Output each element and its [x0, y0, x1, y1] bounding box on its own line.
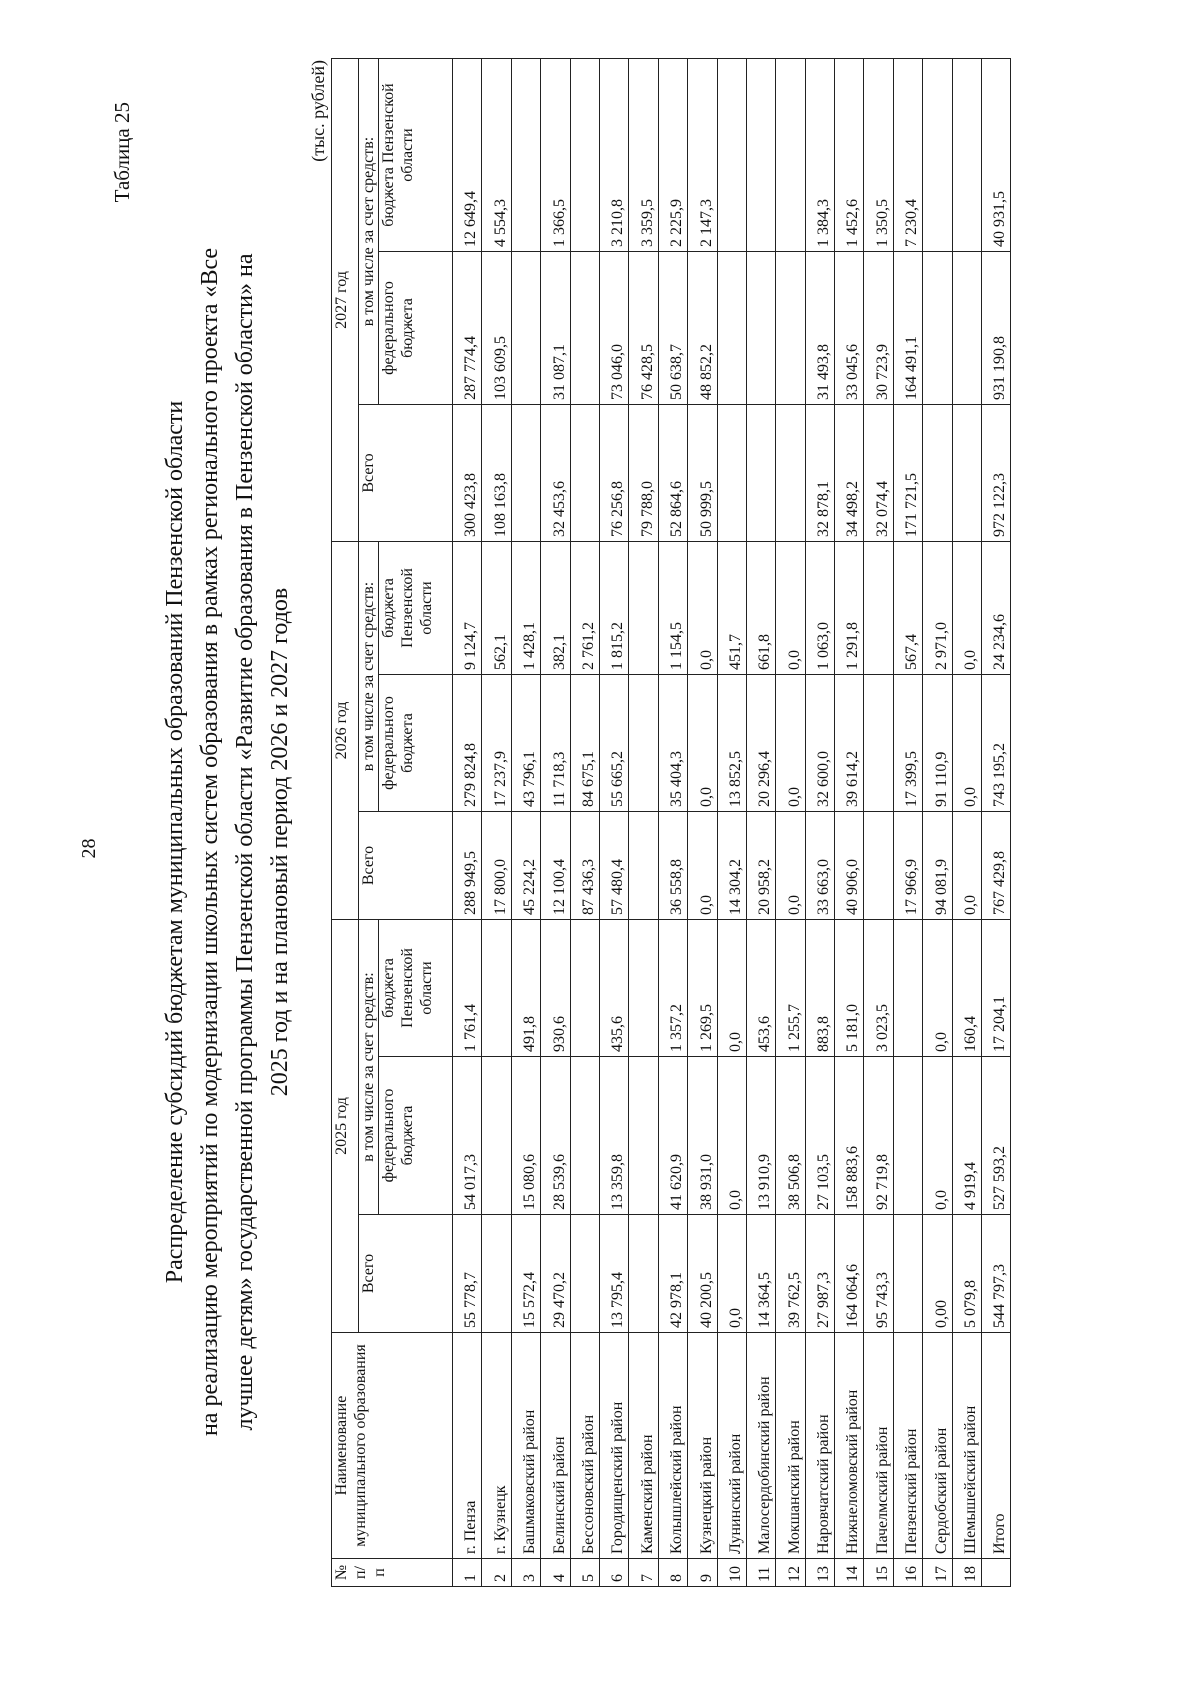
row-number: 7 — [629, 1559, 658, 1587]
value-cell: 24 234,6 — [982, 542, 1011, 675]
value-cell: 0,0 — [688, 542, 717, 675]
value-cell: 0,0 — [776, 812, 805, 920]
value-cell: 567,4 — [893, 542, 922, 675]
row-number: 9 — [688, 1559, 717, 1587]
value-cell: 73 046,0 — [599, 252, 628, 405]
value-cell: 55 778,7 — [453, 1215, 482, 1333]
municipality-name: Кузнецкий район — [688, 1333, 717, 1559]
value-cell: 158 883,6 — [835, 1057, 864, 1215]
table-row — [893, 59, 922, 1587]
value-cell — [482, 1057, 511, 1215]
value-cell — [746, 252, 775, 405]
value-cell: 29 470,2 — [541, 1215, 570, 1333]
table-row — [453, 59, 482, 1587]
value-cell — [923, 252, 952, 405]
value-cell: 17 237,9 — [482, 675, 511, 812]
municipality-name: Итого — [982, 1333, 1011, 1559]
title-line: лучшее детям» государственной программы Пензенской области «Развитие образования в Пензенской области» на — [232, 253, 258, 1431]
row-number: 2 — [482, 1559, 511, 1587]
value-cell: 3 023,5 — [864, 920, 893, 1057]
value-cell: 453,6 — [746, 920, 775, 1057]
value-cell: 5 079,8 — [952, 1215, 981, 1333]
value-cell — [952, 252, 981, 405]
municipality-name: Пензенский район — [893, 1333, 922, 1559]
value-cell: 0,0 — [952, 542, 981, 675]
value-cell: 34 498,2 — [835, 405, 864, 542]
table-row — [599, 59, 628, 1587]
total-row — [982, 59, 1011, 1587]
value-cell: 0,0 — [923, 920, 952, 1057]
value-cell: 0,0 — [923, 1057, 952, 1215]
value-cell: 32 074,4 — [864, 405, 893, 542]
municipality-name: Башмаковский район — [511, 1333, 540, 1559]
value-cell: 92 719,8 — [864, 1057, 893, 1215]
value-cell: 0,0 — [717, 920, 746, 1057]
value-cell: 1 154,5 — [658, 542, 687, 675]
table-row — [482, 59, 511, 1587]
value-cell: 451,7 — [717, 542, 746, 675]
municipality-name: Колышлейский район — [658, 1333, 687, 1559]
value-cell: 931 190,8 — [982, 252, 1011, 405]
value-cell: 50 638,7 — [658, 252, 687, 405]
row-number: 1 — [453, 1559, 482, 1587]
header-total: Всего — [359, 812, 453, 920]
value-cell — [511, 252, 540, 405]
value-cell — [923, 405, 952, 542]
row-number — [982, 1559, 1011, 1587]
value-cell: 0,0 — [952, 675, 981, 812]
value-cell: 40 906,0 — [835, 812, 864, 920]
value-cell: 1 063,0 — [805, 542, 834, 675]
value-cell: 14 364,5 — [746, 1215, 775, 1333]
value-cell — [776, 252, 805, 405]
header-total: Всего — [359, 1215, 453, 1333]
value-cell — [629, 675, 658, 812]
value-cell: 32 878,1 — [805, 405, 834, 542]
table-row — [629, 59, 658, 1587]
value-cell: 11 718,3 — [541, 675, 570, 812]
value-cell: 300 423,8 — [453, 405, 482, 542]
value-cell — [482, 1215, 511, 1333]
table-row — [746, 59, 775, 1587]
value-cell — [511, 405, 540, 542]
row-number: 15 — [864, 1559, 893, 1587]
value-cell: 883,8 — [805, 920, 834, 1057]
table-row — [805, 59, 834, 1587]
header-regional: бюджета Пензенской области — [379, 59, 453, 252]
municipality-name: Бессоновский район — [570, 1333, 599, 1559]
value-cell: 2 147,3 — [688, 59, 717, 252]
value-cell: 41 620,9 — [658, 1057, 687, 1215]
value-cell: 15 080,6 — [511, 1057, 540, 1215]
value-cell — [570, 1215, 599, 1333]
value-cell: 164 491,1 — [893, 252, 922, 405]
value-cell: 661,8 — [746, 542, 775, 675]
municipality-name: г. Кузнецк — [482, 1333, 511, 1559]
value-cell: 1 761,4 — [453, 920, 482, 1057]
municipality-name: Городищенский район — [599, 1333, 628, 1559]
table-row — [688, 59, 717, 1587]
municipality-name: Белинский район — [541, 1333, 570, 1559]
value-cell: 33 045,6 — [835, 252, 864, 405]
header-including: в том числе за счет средств: — [359, 59, 379, 405]
value-cell: 17 399,5 — [893, 675, 922, 812]
header-federal: федерального бюджета — [379, 675, 453, 812]
value-cell: 15 572,4 — [511, 1215, 540, 1333]
value-cell: 0,0 — [688, 812, 717, 920]
value-cell: 1 269,5 — [688, 920, 717, 1057]
value-cell: 52 864,6 — [658, 405, 687, 542]
value-cell: 20 958,2 — [746, 812, 775, 920]
value-cell: 279 824,8 — [453, 675, 482, 812]
value-cell: 17 800,0 — [482, 812, 511, 920]
header-num: № п/п — [332, 1559, 453, 1587]
value-cell — [746, 59, 775, 252]
units-label: (тыс. рублей) — [308, 60, 328, 162]
value-cell: 4 919,4 — [952, 1057, 981, 1215]
value-cell: 39 762,5 — [776, 1215, 805, 1333]
value-cell: 76 428,5 — [629, 252, 658, 405]
value-cell — [952, 405, 981, 542]
row-number: 14 — [835, 1559, 864, 1587]
header-total: Всего — [359, 405, 453, 542]
row-number: 18 — [952, 1559, 981, 1587]
value-cell: 35 404,3 — [658, 675, 687, 812]
value-cell: 1 428,1 — [511, 542, 540, 675]
value-cell: 55 665,2 — [599, 675, 628, 812]
row-number: 3 — [511, 1559, 540, 1587]
value-cell — [746, 405, 775, 542]
value-cell: 95 743,3 — [864, 1215, 893, 1333]
row-number: 11 — [746, 1559, 775, 1587]
value-cell — [717, 405, 746, 542]
value-cell: 288 949,5 — [453, 812, 482, 920]
value-cell: 7 230,4 — [893, 59, 922, 252]
value-cell — [864, 675, 893, 812]
value-cell: 91 110,9 — [923, 675, 952, 812]
value-cell — [717, 59, 746, 252]
value-cell: 0,00 — [923, 1215, 952, 1333]
title-line: Распределение субсидий бюджетам муниципальных образований Пензенской области — [162, 400, 188, 1284]
value-cell: 3 359,5 — [629, 59, 658, 252]
value-cell: 2 761,2 — [570, 542, 599, 675]
value-cell: 5 181,0 — [835, 920, 864, 1057]
value-cell: 164 064,6 — [835, 1215, 864, 1333]
value-cell: 0,0 — [717, 1215, 746, 1333]
value-cell: 2 225,9 — [658, 59, 687, 252]
value-cell: 76 256,8 — [599, 405, 628, 542]
row-number: 5 — [570, 1559, 599, 1587]
header-including: в том числе за счет средств: — [359, 542, 379, 812]
value-cell: 94 081,9 — [923, 812, 952, 920]
municipality-name: Малосердобинский район — [746, 1333, 775, 1559]
municipality-name: Шемышейский район — [952, 1333, 981, 1559]
table-row — [776, 59, 805, 1587]
value-cell: 1 357,2 — [658, 920, 687, 1057]
value-cell: 13 910,9 — [746, 1057, 775, 1215]
table-row — [952, 59, 981, 1587]
value-cell: 491,8 — [511, 920, 540, 1057]
header-federal: федерального бюджета — [379, 1057, 453, 1215]
value-cell — [629, 542, 658, 675]
value-cell — [893, 920, 922, 1057]
municipality-name: г. Пенза — [453, 1333, 482, 1559]
value-cell: 79 788,0 — [629, 405, 658, 542]
value-cell: 103 609,5 — [482, 252, 511, 405]
value-cell: 32 600,0 — [805, 675, 834, 812]
value-cell — [629, 1057, 658, 1215]
table-row — [717, 59, 746, 1587]
value-cell: 33 663,0 — [805, 812, 834, 920]
value-cell: 31 087,1 — [541, 252, 570, 405]
municipality-name: Наровчатский район — [805, 1333, 834, 1559]
table-caption: Таблица 25 — [110, 102, 134, 203]
municipality-name: Лунинский район — [717, 1333, 746, 1559]
value-cell — [629, 812, 658, 920]
table-row — [923, 59, 952, 1587]
value-cell: 45 224,2 — [511, 812, 540, 920]
value-cell: 42 978,1 — [658, 1215, 687, 1333]
value-cell — [570, 1057, 599, 1215]
value-cell — [776, 59, 805, 252]
value-cell: 0,0 — [952, 812, 981, 920]
value-cell: 743 195,2 — [982, 675, 1011, 812]
value-cell: 4 554,3 — [482, 59, 511, 252]
value-cell — [629, 920, 658, 1057]
title-line: 2025 год и на плановый период 2026 и 2027 годов — [267, 587, 293, 1097]
header-including: в том числе за счет средств: — [359, 920, 379, 1215]
row-number: 12 — [776, 1559, 805, 1587]
value-cell: 0,0 — [776, 675, 805, 812]
municipality-name: Каменский район — [629, 1333, 658, 1559]
value-cell — [570, 252, 599, 405]
row-number: 10 — [717, 1559, 746, 1587]
value-cell: 9 124,7 — [453, 542, 482, 675]
value-cell: 40 931,5 — [982, 59, 1011, 252]
municipality-name: Мокшанский район — [776, 1333, 805, 1559]
row-number: 6 — [599, 1559, 628, 1587]
value-cell: 32 453,6 — [541, 405, 570, 542]
subsidy-table — [331, 58, 1011, 1587]
header-year-2026: 2026 год — [332, 542, 359, 920]
table-row — [864, 59, 893, 1587]
value-cell: 435,6 — [599, 920, 628, 1057]
value-cell — [776, 405, 805, 542]
value-cell: 108 163,8 — [482, 405, 511, 542]
header-year-2027: 2027 год — [332, 59, 359, 542]
table-row — [541, 59, 570, 1587]
municipality-name: Сердобский район — [923, 1333, 952, 1559]
value-cell: 287 774,4 — [453, 252, 482, 405]
table-row — [835, 59, 864, 1587]
value-cell: 0,0 — [717, 1057, 746, 1215]
value-cell — [893, 1215, 922, 1333]
header-row-years — [332, 59, 359, 1587]
value-cell — [923, 59, 952, 252]
value-cell: 0,0 — [776, 542, 805, 675]
document-title — [158, 247, 298, 1437]
value-cell: 87 436,3 — [570, 812, 599, 920]
value-cell — [482, 920, 511, 1057]
value-cell — [570, 59, 599, 252]
table-row — [570, 59, 599, 1587]
value-cell: 1 384,3 — [805, 59, 834, 252]
row-number: 13 — [805, 1559, 834, 1587]
value-cell: 527 593,2 — [982, 1057, 1011, 1215]
header-regional: бюджета Пензенской области — [379, 920, 453, 1057]
row-number: 4 — [541, 1559, 570, 1587]
value-cell: 382,1 — [541, 542, 570, 675]
value-cell — [511, 59, 540, 252]
value-cell: 84 675,1 — [570, 675, 599, 812]
value-cell: 40 200,5 — [688, 1215, 717, 1333]
value-cell: 1 291,8 — [835, 542, 864, 675]
value-cell: 57 480,4 — [599, 812, 628, 920]
value-cell — [893, 1057, 922, 1215]
value-cell: 27 103,5 — [805, 1057, 834, 1215]
header-name: Наименование муниципального образования — [332, 1333, 453, 1559]
table-row — [658, 59, 687, 1587]
value-cell: 12 649,4 — [453, 59, 482, 252]
value-cell — [952, 59, 981, 252]
value-cell: 1 452,6 — [835, 59, 864, 252]
value-cell: 1 350,5 — [864, 59, 893, 252]
municipality-name: Нижнеломовский район — [835, 1333, 864, 1559]
value-cell: 13 359,8 — [599, 1057, 628, 1215]
value-cell: 28 539,6 — [541, 1057, 570, 1215]
value-cell: 30 723,9 — [864, 252, 893, 405]
value-cell: 2 971,0 — [923, 542, 952, 675]
value-cell: 36 558,8 — [658, 812, 687, 920]
value-cell: 13 795,4 — [599, 1215, 628, 1333]
table-body — [453, 59, 1011, 1587]
value-cell: 171 721,5 — [893, 405, 922, 542]
value-cell — [864, 542, 893, 675]
table-row — [511, 59, 540, 1587]
value-cell: 160,4 — [952, 920, 981, 1057]
value-cell: 31 493,8 — [805, 252, 834, 405]
value-cell: 27 987,3 — [805, 1215, 834, 1333]
value-cell: 54 017,3 — [453, 1057, 482, 1215]
value-cell: 17 204,1 — [982, 920, 1011, 1057]
value-cell: 0,0 — [688, 675, 717, 812]
value-cell — [570, 405, 599, 542]
header-federal: федерального бюджета — [379, 252, 453, 405]
value-cell: 930,6 — [541, 920, 570, 1057]
value-cell — [864, 812, 893, 920]
value-cell: 544 797,3 — [982, 1215, 1011, 1333]
value-cell — [629, 1215, 658, 1333]
value-cell: 3 210,8 — [599, 59, 628, 252]
value-cell: 972 122,3 — [982, 405, 1011, 542]
row-number: 16 — [893, 1559, 922, 1587]
value-cell: 14 304,2 — [717, 812, 746, 920]
value-cell: 1 255,7 — [776, 920, 805, 1057]
page-number: 28 — [78, 838, 100, 859]
value-cell: 48 852,2 — [688, 252, 717, 405]
value-cell: 43 796,1 — [511, 675, 540, 812]
value-cell: 17 966,9 — [893, 812, 922, 920]
value-cell — [717, 252, 746, 405]
value-cell: 39 614,2 — [835, 675, 864, 812]
header-regional: бюджета Пензенской области — [379, 542, 453, 675]
row-number: 17 — [923, 1559, 952, 1587]
value-cell: 20 296,4 — [746, 675, 775, 812]
row-number: 8 — [658, 1559, 687, 1587]
value-cell — [570, 920, 599, 1057]
municipality-name: Пачелмский район — [864, 1333, 893, 1559]
header-year-2025: 2025 год — [332, 920, 359, 1333]
value-cell: 562,1 — [482, 542, 511, 675]
value-cell: 50 999,5 — [688, 405, 717, 542]
value-cell: 38 506,8 — [776, 1057, 805, 1215]
value-cell: 12 100,4 — [541, 812, 570, 920]
value-cell: 767 429,8 — [982, 812, 1011, 920]
value-cell: 1 366,5 — [541, 59, 570, 252]
value-cell: 13 852,5 — [717, 675, 746, 812]
value-cell: 38 931,0 — [688, 1057, 717, 1215]
title-line: на реализацию мероприятий по модернизации школьных систем образования в рамках регионального проекта «Все — [197, 247, 223, 1437]
value-cell: 1 815,2 — [599, 542, 628, 675]
